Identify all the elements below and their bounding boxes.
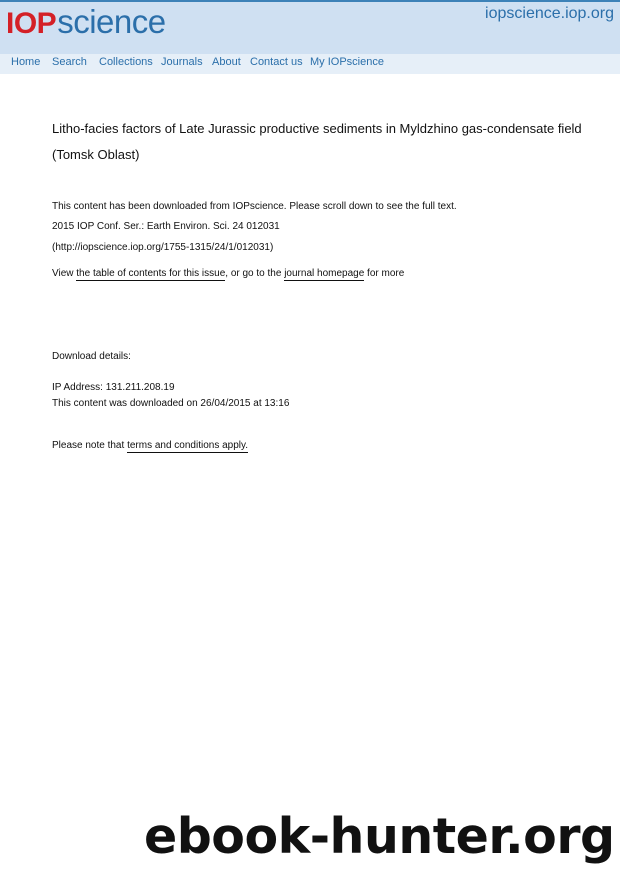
- view-prefix: View: [52, 268, 77, 279]
- article-title-line1: Litho-facies factors of Late Jurassic productive sediments in Myldzhino gas-condensate field: [52, 121, 582, 136]
- nav-contact-us[interactable]: Contact us: [250, 56, 303, 68]
- logo-science-text: science: [57, 3, 166, 40]
- terms-prefix: Please note that: [52, 440, 128, 451]
- nav-my-iopscience[interactable]: My IOPscience: [310, 56, 384, 68]
- site-url-link[interactable]: iopscience.iop.org: [485, 5, 614, 22]
- terms-and-conditions-link[interactable]: terms and conditions apply.: [127, 440, 249, 451]
- nav-search[interactable]: Search: [52, 56, 87, 68]
- article-title-line2: (Tomsk Oblast): [52, 147, 140, 162]
- watermark-text: ebook-hunter.org: [144, 808, 615, 865]
- nav-collections[interactable]: Collections: [99, 56, 153, 68]
- ip-address: IP Address: 131.211.208.19: [52, 382, 175, 393]
- main-nav: [0, 54, 620, 74]
- citation: 2015 IOP Conf. Ser.: Earth Environ. Sci. 24 012031: [52, 221, 280, 232]
- doi-url: (http://iopscience.iop.org/1755-1315/24/1/012031): [52, 242, 274, 253]
- view-middle: , or go to the: [225, 268, 285, 279]
- download-notice: This content has been downloaded from IOPscience. Please scroll down to see the full text.: [52, 201, 457, 212]
- nav-home[interactable]: Home: [11, 56, 41, 68]
- iopscience-logo[interactable]: [6, 4, 166, 44]
- site-header: [0, 2, 620, 54]
- logo-iop-text: IOP: [6, 7, 57, 40]
- nav-journals[interactable]: Journals: [161, 56, 203, 68]
- view-links-line: [52, 268, 404, 279]
- terms-line: [52, 440, 248, 451]
- download-details-heading: Download details:: [52, 351, 131, 362]
- table-of-contents-link[interactable]: the table of contents for this issue: [76, 268, 226, 279]
- article-title: [52, 116, 592, 168]
- view-suffix: for more: [364, 268, 405, 279]
- journal-homepage-link[interactable]: journal homepage: [284, 268, 365, 279]
- downloaded-on: This content was downloaded on 26/04/2015 at 13:16: [52, 398, 290, 409]
- nav-about[interactable]: About: [212, 56, 241, 68]
